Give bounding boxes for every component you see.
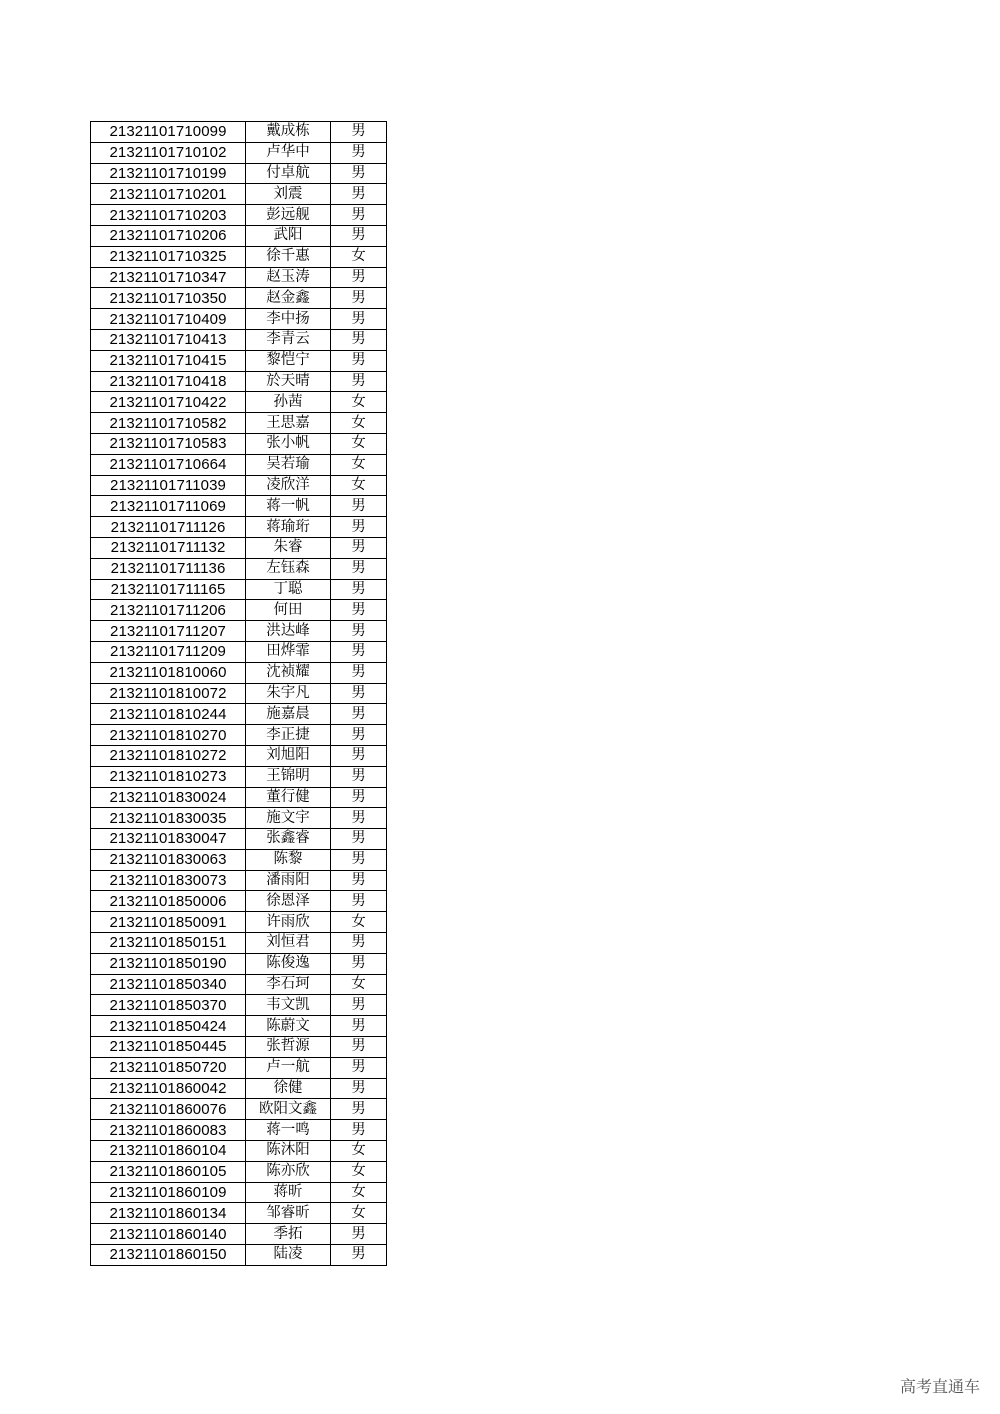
student-gender-cell: 男: [331, 725, 387, 746]
student-name-cell: 季拓: [246, 1224, 331, 1245]
student-gender-cell: 男: [331, 870, 387, 891]
student-name-cell: 朱睿: [246, 537, 331, 558]
table-row: [91, 933, 387, 954]
student-name-cell: 王思嘉: [246, 413, 331, 434]
student-id-cell: 21321101860109: [91, 1182, 246, 1203]
table-row: [91, 912, 387, 933]
student-gender-cell: 男: [331, 995, 387, 1016]
student-id-cell: 21321101810060: [91, 662, 246, 683]
table-row: [91, 621, 387, 642]
student-id-cell: 21321101710206: [91, 225, 246, 246]
student-gender-cell: 男: [331, 329, 387, 350]
table-row: [91, 1245, 387, 1266]
student-id-cell: 21321101810272: [91, 745, 246, 766]
student-id-cell: 21321101860104: [91, 1141, 246, 1162]
student-gender-cell: 男: [331, 1099, 387, 1120]
student-name-cell: 韦文凯: [246, 995, 331, 1016]
student-id-cell: 21321101710418: [91, 371, 246, 392]
student-name-cell: 黎恺宁: [246, 350, 331, 371]
student-name-cell: 许雨欣: [246, 912, 331, 933]
table-row: [91, 579, 387, 600]
student-name-cell: 李石珂: [246, 974, 331, 995]
student-name-cell: 陈沐阳: [246, 1141, 331, 1162]
table-row: [91, 454, 387, 475]
table-row: [91, 142, 387, 163]
student-id-cell: 21321101710102: [91, 142, 246, 163]
table-row: [91, 537, 387, 558]
student-id-cell: 21321101830047: [91, 829, 246, 850]
student-name-cell: 施文宇: [246, 808, 331, 829]
student-name-cell: 刘旭阳: [246, 745, 331, 766]
student-name-cell: 卢一航: [246, 1057, 331, 1078]
table-row: [91, 1037, 387, 1058]
student-id-cell: 21321101860150: [91, 1245, 246, 1266]
student-gender-cell: 男: [331, 829, 387, 850]
student-gender-cell: 男: [331, 371, 387, 392]
student-gender-cell: 男: [331, 184, 387, 205]
student-name-cell: 张鑫睿: [246, 829, 331, 850]
student-id-cell: 21321101710413: [91, 329, 246, 350]
student-gender-cell: 男: [331, 1037, 387, 1058]
student-id-cell: 21321101711207: [91, 621, 246, 642]
student-id-cell: 21321101710203: [91, 205, 246, 226]
student-gender-cell: 男: [331, 1120, 387, 1141]
student-id-cell: 21321101710199: [91, 163, 246, 184]
student-gender-cell: 男: [331, 745, 387, 766]
student-name-cell: 蒋一鸣: [246, 1120, 331, 1141]
student-id-cell: 21321101710350: [91, 288, 246, 309]
table-row: [91, 433, 387, 454]
table-row: [91, 163, 387, 184]
student-gender-cell: 男: [331, 225, 387, 246]
student-name-cell: 王锦明: [246, 766, 331, 787]
student-gender-cell: 男: [331, 933, 387, 954]
student-gender-cell: 女: [331, 1161, 387, 1182]
table-row: [91, 392, 387, 413]
table-row: [91, 1161, 387, 1182]
student-id-cell: 21321101850006: [91, 891, 246, 912]
student-name-cell: 邹睿昕: [246, 1203, 331, 1224]
table-row: [91, 517, 387, 538]
student-gender-cell: 男: [331, 267, 387, 288]
student-name-cell: 潘雨阳: [246, 870, 331, 891]
student-name-cell: 陈黎: [246, 849, 331, 870]
student-gender-cell: 男: [331, 1057, 387, 1078]
student-gender-cell: 女: [331, 1141, 387, 1162]
table-row: [91, 246, 387, 267]
student-gender-cell: 男: [331, 787, 387, 808]
table-row: [91, 808, 387, 829]
student-name-cell: 彭远舰: [246, 205, 331, 226]
student-gender-cell: 男: [331, 662, 387, 683]
table-row: [91, 496, 387, 517]
student-gender-cell: 男: [331, 163, 387, 184]
student-id-cell: 21321101710099: [91, 122, 246, 143]
table-row: [91, 288, 387, 309]
student-id-cell: 21321101710415: [91, 350, 246, 371]
student-gender-cell: 女: [331, 1203, 387, 1224]
student-name-cell: 徐千惠: [246, 246, 331, 267]
student-name-cell: 董行健: [246, 787, 331, 808]
student-name-cell: 何田: [246, 600, 331, 621]
table-row: [91, 1182, 387, 1203]
student-id-cell: 21321101711126: [91, 517, 246, 538]
student-name-cell: 陈俊逸: [246, 953, 331, 974]
student-gender-cell: 男: [331, 558, 387, 579]
student-id-cell: 21321101860083: [91, 1120, 246, 1141]
table-row: [91, 662, 387, 683]
student-name-cell: 吴若瑜: [246, 454, 331, 475]
student-name-cell: 孙茜: [246, 392, 331, 413]
student-gender-cell: 男: [331, 288, 387, 309]
student-gender-cell: 男: [331, 600, 387, 621]
student-gender-cell: 男: [331, 766, 387, 787]
watermark-text: 高考直通车: [899, 1377, 980, 1396]
student-id-cell: 21321101710409: [91, 309, 246, 330]
student-gender-cell: 女: [331, 433, 387, 454]
student-id-cell: 21321101810270: [91, 725, 246, 746]
table-row: [91, 413, 387, 434]
student-name-cell: 刘震: [246, 184, 331, 205]
student-id-cell: 21321101860134: [91, 1203, 246, 1224]
student-name-cell: 陆凌: [246, 1245, 331, 1266]
student-gender-cell: 女: [331, 475, 387, 496]
table-row: [91, 225, 387, 246]
student-gender-cell: 男: [331, 496, 387, 517]
student-id-cell: 21321101710422: [91, 392, 246, 413]
table-row: [91, 1224, 387, 1245]
student-gender-cell: 男: [331, 142, 387, 163]
student-id-cell: 21321101710583: [91, 433, 246, 454]
student-id-cell: 21321101850340: [91, 974, 246, 995]
student-id-cell: 21321101860140: [91, 1224, 246, 1245]
student-name-cell: 徐恩泽: [246, 891, 331, 912]
student-id-cell: 21321101711165: [91, 579, 246, 600]
student-name-cell: 蒋瑜珩: [246, 517, 331, 538]
student-id-cell: 21321101850151: [91, 933, 246, 954]
student-name-cell: 徐健: [246, 1078, 331, 1099]
table-row: [91, 329, 387, 350]
student-gender-cell: 男: [331, 537, 387, 558]
table-row: [91, 1120, 387, 1141]
student-gender-cell: 女: [331, 392, 387, 413]
student-id-cell: 21321101711136: [91, 558, 246, 579]
student-name-cell: 於天晴: [246, 371, 331, 392]
student-id-cell: 21321101860105: [91, 1161, 246, 1182]
student-name-cell: 李正捷: [246, 725, 331, 746]
table-row: [91, 725, 387, 746]
student-id-cell: 21321101710664: [91, 454, 246, 475]
table-row: [91, 745, 387, 766]
student-name-cell: 陈蔚文: [246, 1016, 331, 1037]
student-gender-cell: 男: [331, 641, 387, 662]
student-gender-cell: 女: [331, 413, 387, 434]
student-name-cell: 张小帆: [246, 433, 331, 454]
student-id-cell: 21321101850091: [91, 912, 246, 933]
table-row: [91, 309, 387, 330]
student-id-cell: 21321101850720: [91, 1057, 246, 1078]
student-gender-cell: 女: [331, 1182, 387, 1203]
student-id-cell: 21321101710325: [91, 246, 246, 267]
student-name-cell: 戴成栋: [246, 122, 331, 143]
student-gender-cell: 男: [331, 621, 387, 642]
student-id-cell: 21321101711206: [91, 600, 246, 621]
student-id-cell: 21321101711069: [91, 496, 246, 517]
student-gender-cell: 男: [331, 1078, 387, 1099]
table-row: [91, 558, 387, 579]
student-gender-cell: 男: [331, 953, 387, 974]
student-gender-cell: 女: [331, 974, 387, 995]
student-name-cell: 赵玉涛: [246, 267, 331, 288]
table-row: [91, 267, 387, 288]
student-id-cell: 21321101810072: [91, 683, 246, 704]
student-gender-cell: 女: [331, 454, 387, 475]
student-gender-cell: 男: [331, 808, 387, 829]
student-name-cell: 陈亦欣: [246, 1161, 331, 1182]
table-row: [91, 205, 387, 226]
table-row: [91, 974, 387, 995]
student-name-cell: 刘恒君: [246, 933, 331, 954]
student-name-cell: 田烨霏: [246, 641, 331, 662]
table-row: [91, 184, 387, 205]
table-row: [91, 641, 387, 662]
student-id-cell: 21321101830024: [91, 787, 246, 808]
table-row: [91, 1203, 387, 1224]
student-name-cell: 赵金鑫: [246, 288, 331, 309]
student-gender-cell: 男: [331, 891, 387, 912]
student-gender-cell: 男: [331, 309, 387, 330]
student-name-cell: 蒋昕: [246, 1182, 331, 1203]
student-id-cell: 21321101810244: [91, 704, 246, 725]
student-name-cell: 施嘉晨: [246, 704, 331, 725]
student-id-cell: 21321101850445: [91, 1037, 246, 1058]
student-name-cell: 凌欣洋: [246, 475, 331, 496]
student-id-cell: 21321101711132: [91, 537, 246, 558]
table-row: [91, 1099, 387, 1120]
table-row: [91, 350, 387, 371]
table-row: [91, 475, 387, 496]
student-name-cell: 张哲源: [246, 1037, 331, 1058]
table-row: [91, 122, 387, 143]
student-id-cell: 21321101830073: [91, 870, 246, 891]
table-row: [91, 371, 387, 392]
student-name-cell: 武阳: [246, 225, 331, 246]
student-id-cell: 21321101810273: [91, 766, 246, 787]
student-gender-cell: 男: [331, 205, 387, 226]
table-row: [91, 600, 387, 621]
student-name-cell: 洪达峰: [246, 621, 331, 642]
student-id-cell: 21321101850190: [91, 953, 246, 974]
student-gender-cell: 男: [331, 350, 387, 371]
student-name-cell: 左钰森: [246, 558, 331, 579]
student-gender-cell: 女: [331, 246, 387, 267]
table-row: [91, 766, 387, 787]
student-id-cell: 21321101710347: [91, 267, 246, 288]
table-row: [91, 1141, 387, 1162]
student-id-cell: 21321101711039: [91, 475, 246, 496]
student-list-table: [90, 121, 387, 1266]
table-row: [91, 1078, 387, 1099]
student-gender-cell: 男: [331, 579, 387, 600]
table-row: [91, 849, 387, 870]
student-gender-cell: 男: [331, 704, 387, 725]
student-gender-cell: 女: [331, 912, 387, 933]
student-id-cell: 21321101830035: [91, 808, 246, 829]
student-name-cell: 沈祯耀: [246, 662, 331, 683]
student-id-cell: 21321101860076: [91, 1099, 246, 1120]
student-id-cell: 21321101850424: [91, 1016, 246, 1037]
student-name-cell: 付卓航: [246, 163, 331, 184]
table-row: [91, 1057, 387, 1078]
student-name-cell: 李中扬: [246, 309, 331, 330]
student-id-cell: 21321101711209: [91, 641, 246, 662]
student-name-cell: 丁聪: [246, 579, 331, 600]
table-row: [91, 953, 387, 974]
student-id-cell: 21321101710582: [91, 413, 246, 434]
student-id-cell: 21321101710201: [91, 184, 246, 205]
student-id-cell: 21321101850370: [91, 995, 246, 1016]
student-gender-cell: 男: [331, 1245, 387, 1266]
table-row: [91, 704, 387, 725]
student-gender-cell: 男: [331, 1224, 387, 1245]
student-id-cell: 21321101860042: [91, 1078, 246, 1099]
table-row: [91, 829, 387, 850]
table-row: [91, 787, 387, 808]
table-row: [91, 891, 387, 912]
student-name-cell: 蒋一帆: [246, 496, 331, 517]
table-row: [91, 870, 387, 891]
table-row: [91, 683, 387, 704]
student-name-cell: 朱宇凡: [246, 683, 331, 704]
student-gender-cell: 男: [331, 849, 387, 870]
student-gender-cell: 男: [331, 1016, 387, 1037]
student-name-cell: 李青云: [246, 329, 331, 350]
student-gender-cell: 男: [331, 517, 387, 538]
table-row: [91, 995, 387, 1016]
student-gender-cell: 男: [331, 122, 387, 143]
table-row: [91, 1016, 387, 1037]
student-gender-cell: 男: [331, 683, 387, 704]
student-id-cell: 21321101830063: [91, 849, 246, 870]
student-name-cell: 卢华中: [246, 142, 331, 163]
student-name-cell: 欧阳文鑫: [246, 1099, 331, 1120]
student-list-body: [91, 122, 387, 1266]
